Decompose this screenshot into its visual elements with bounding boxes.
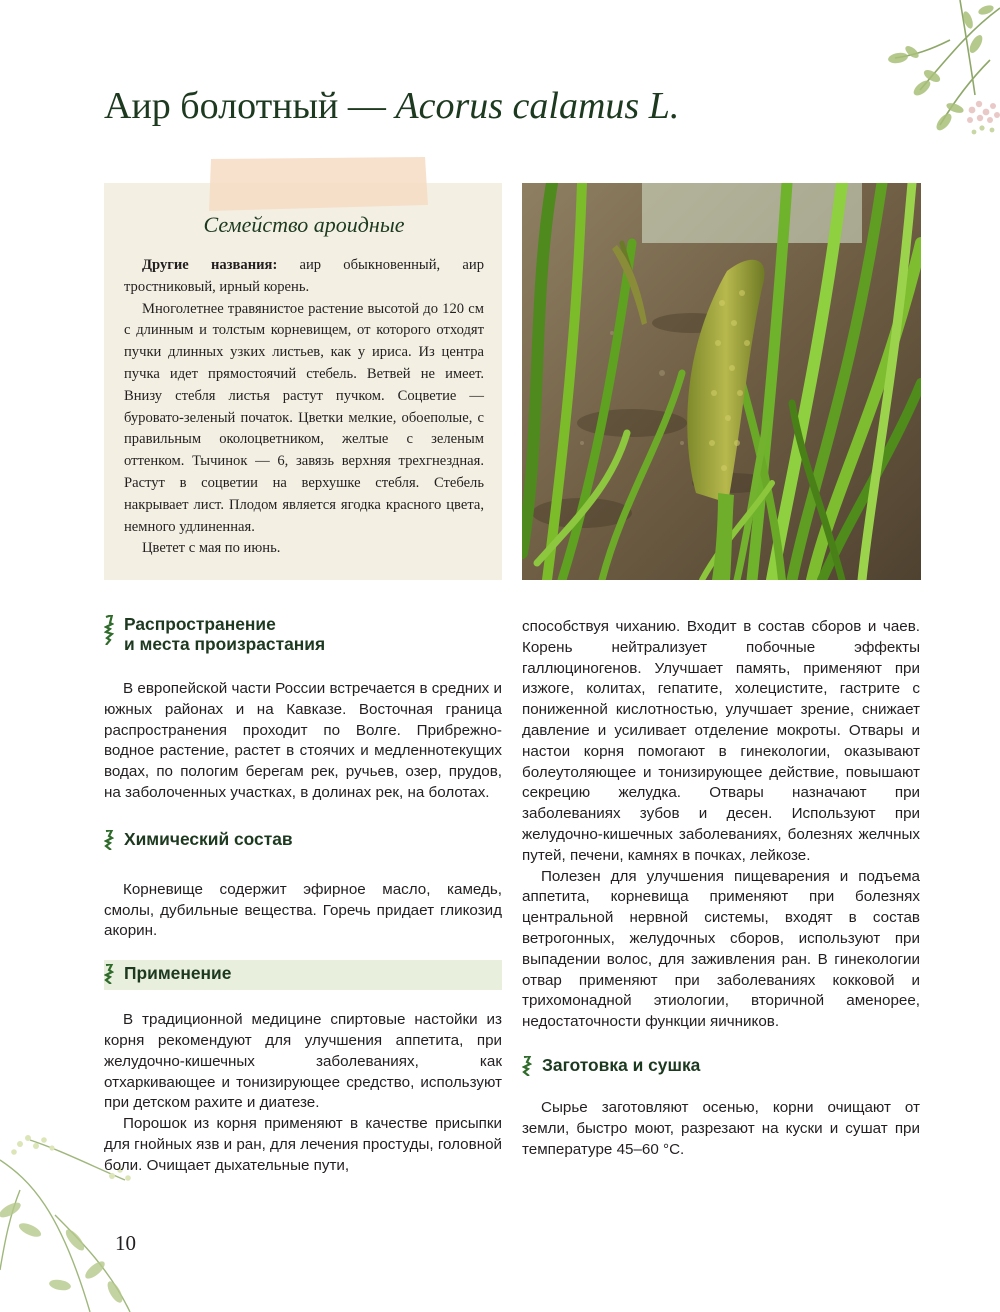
right-column [522,617,920,1160]
heading-marker-icon [522,1056,532,1076]
title-latin: Acorus calamus L. [395,85,680,127]
other-names-paragraph [124,255,484,299]
usage-text-4: Полезен для улучшения пищеварения и подъема аппетита, корневища применяют при болезнях центральной нервной системы, входят в состав ветрогонных, желудочных сборов, используют при выпадении волос, для заживления ран. В гинекологии отвар применяют при заболеваниях кокковой и трихомонадной этиологии, вторичной аменорее, недостаточности функции яичников. [522,867,920,1031]
heading-chemistry [104,829,502,850]
left-column [104,614,502,1177]
plant-photo [522,183,921,580]
usage-text-2: Порошок из корня применяют в качестве присыпки для гнойных язв и ран, для лечения простуды, головной боли. Очищает дыхательные пути, [104,1115,503,1174]
heading-harvest [522,1055,920,1076]
plant-description: Многолетнее травянистое растение высотой до 120 см с длинным и толстым корневищем, от которого отходят пучки длинных узких листьев, как у ириса. Из центра пучка идет прямостоячий стебель. Ветвей не имеет. Внизу стебля листья растут пучком. Соцветие — буровато-зеленый початок. Цветки мелкие, обоеполые, с правильным околоцветником, желтые с зеленым оттенком. Тычинок — 6, завязь верхняя трехгнездная. Растут в соцветии на верхушке стебля. Стебель накрывает лист. Плодом является ягодка красного цвета, немного удлиненная. [124,300,484,535]
other-names-label: Другие названия: [142,257,278,273]
herb-illustration-top [800,0,1000,160]
description-box [104,183,502,580]
flowering-period: Цветет с мая по июнь. [142,540,281,557]
usage-text-3: способствуя чиханию. Входит в состав сборов и чаев. Корень нейтрализует побочные эффекты галлюциногенов. Улучшает память, применяют при изжоге, колитах, гепатите, холецистите, гастрите с пониженной кислотностью, улучшает зрение, снижает давление и усиливает отделение мокроты. Отвары и настои корня помогают в гинекологии, оказывают болеутоляющее и тонизирующее действие, повышают секрецию желудка. Отвары назначают при заболеваниях зубов и десен. Используют при желудочно-кишечных заболеваниях, болезнях желчных путей, печени, камнях в почках, лейкозе. [522,618,920,864]
heading-harvest-text: Заготовка и сушка [542,1054,701,1075]
heading-distribution-line1: Распространение [124,614,276,634]
heading-usage-text: Применение [124,963,232,984]
heading-marker-icon [104,964,114,984]
heading-marker-icon [104,830,114,850]
usage-text-1: В традиционной медицине спиртовые настойки из корня рекомендуют для улучшения аппетита, при желудочно-кишечных заболеваниях, как отхаркивающее и тонизирующее средство, используют при детском рахите и диатезе. [104,1011,502,1112]
heading-distribution [104,614,502,654]
distribution-text: В европейской части России встречается в средних и южных районах и на Кавказе. Восточная граница распространения проходит по Волге. Прибрежно-водное растение, растет в стоячих и медленнотекущих водах, по пологим берегам рек, ручьев, озер, прудов, на заболоченных участках, в долинах рек, на болотах. [104,680,502,801]
chemistry-text: Корневище содержит эфирное масло, камедь, смолы, дубильные вещества. Горечь придает гликозид акорин. [104,880,502,940]
page-number: 10 [115,1231,136,1255]
title-russian: Аир болотный — [104,85,396,127]
family-heading: Семейство ароидные [203,212,405,237]
heading-usage [104,960,502,990]
page-title [104,84,679,128]
heading-distribution-line2: и места произрастания [124,634,326,654]
harvest-text: Сырье заготовляют осенью, корни очищают от земли, быстро моют, разрезают на куски и сушат при температуре 45–60 °С. [522,1098,920,1158]
tape-strip [207,157,429,211]
other-names-text: аир обыкновенный, аир тростниковый, ирный корень. [124,257,484,295]
heading-chemistry-text: Химический состав [124,828,293,849]
heading-marker-icon [104,615,114,645]
